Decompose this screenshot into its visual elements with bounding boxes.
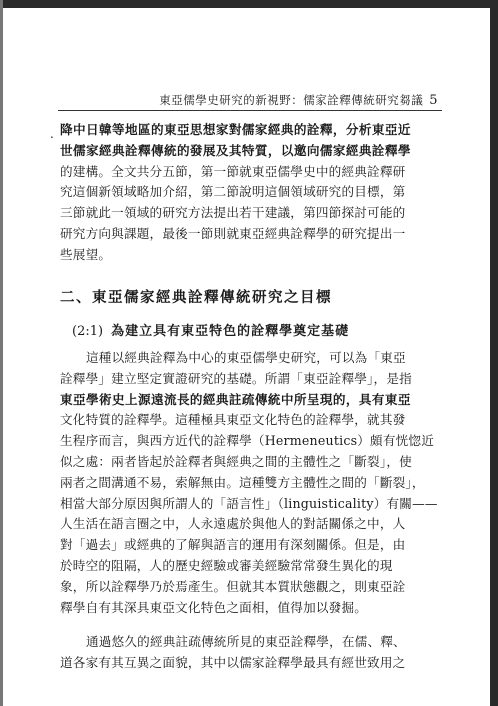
text-line: 研究方向與課題，最後一節則就東亞經典詮釋學的研究提出一 [60,225,406,241]
subsection-number: (2:1) [72,324,104,339]
text-line: 世儒家經典詮釋傳統的發展及其特質，以邀向儒家經典詮釋學 [60,142,411,158]
scan-frame-left [0,0,3,706]
text-line: 釋學自有其深具東亞文化特色之面相，值得加以發掘。 [60,599,368,615]
text-line: 東亞學術史上源遠流長的經典註疏傳統中所呈現的，具有東亞 [60,391,411,407]
text-line: 通過悠久的經典註疏傳統所見的東亞詮釋學，在儒、釋、 [86,634,406,649]
subsection-text: 為建立具有東亞特色的詮釋學奠定基礎 [111,324,350,339]
page-number: 5 [429,93,438,108]
text-line: 人生活在語言圈之中，人永遠處於與他人的對話關係之中，人 [60,516,406,532]
running-head-title: 東亞儒學史研究的新視野：儒家詮釋傳統研究芻議 [159,93,424,107]
running-head [140,92,438,108]
margin-dot: . [50,127,54,141]
scan-frame-top [0,0,498,8]
text-line: 道各家有其互異之面貌，其中以儒家詮釋學最具有經世致用之 [60,654,406,670]
text-line: 降中日韓等地區的東亞思想家對儒家經典的詮釋，分析東亞近 [60,122,411,137]
section-heading: 二、東亞儒家經典詮釋傳統研究之目標 [60,289,332,306]
text-line: 於時空的阻隔，人的歷史經驗或審美經驗常常發生異化的現 [60,557,393,573]
subsection-heading [72,320,432,339]
text-line: 的建構。全文共分五節，第一節就東亞儒學史中的經典詮釋研 [60,163,406,179]
text-line: 些展望。 [60,246,112,262]
text-line: 象，所以詮釋學乃於焉產生。但就其本質狀態觀之，則東亞詮 [60,578,406,594]
text-line: 生程序而言，與西方近代的詮釋學（Hermeneutics）頗有恍惚近 [60,433,434,449]
text-line: 這種以經典詮釋為中心的東亞儒學史研究，可以為「東亞 [86,350,406,365]
opening-paragraph [60,120,440,266]
text-line: 詮釋學」建立堅定實證研究的基礎。所謂「東亞詮釋學」，是指 [60,370,412,386]
text-line: 兩者之間溝通不易，索解無由。這種雙方主體性之間的「斷裂」， [60,474,425,490]
scan-frame-right [490,0,498,706]
body-paragraph-2 [60,632,440,674]
header-rule [58,110,442,111]
text-line: 似之處：兩者皆起於詮釋者與經典之間的主體性之「斷裂」，使 [60,453,412,469]
text-line: 文化特質的詮釋學。這種極具東亞文化特色的詮釋學，就其發 [60,412,406,428]
text-line: 相當大部分原因與所謂人的「語言性」（linguisticality）有關—— [60,495,438,511]
text-line: 對「過去」或經典的了解與語言的運用有深刻關係。但是，由 [60,537,406,553]
text-line: 究這個新領域略加介紹，第二節說明這個領域研究的目標，第 [60,184,406,200]
text-line: 三節就此一領域的研究方法提出若干建議，第四節探討可能的 [60,205,406,221]
body-paragraph-1 [60,348,440,618]
